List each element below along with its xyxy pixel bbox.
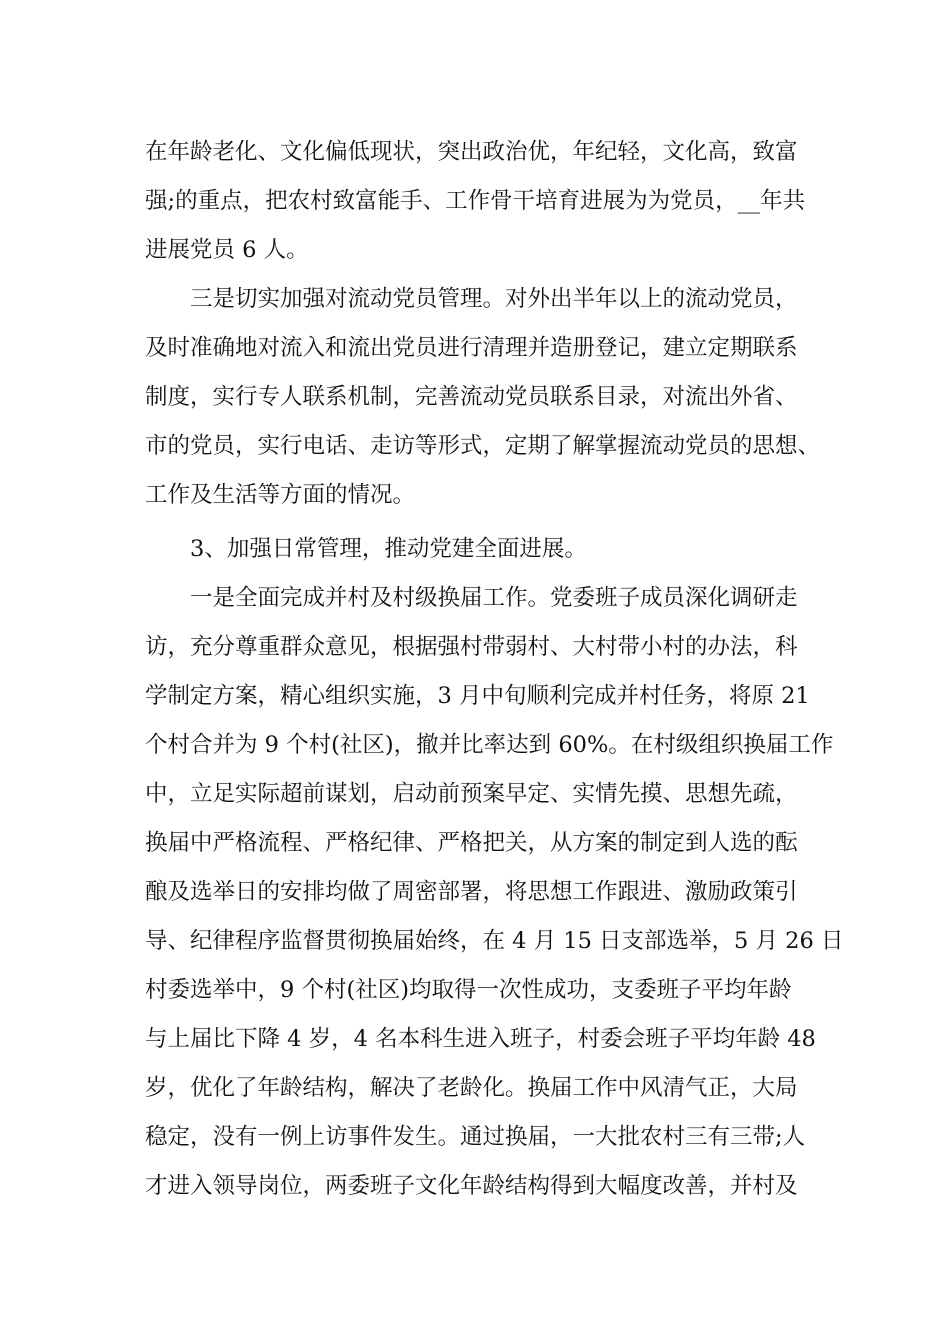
text-line: 岁，优化了年龄结构，解决了老龄化。换届工作中风清气正，大局 (145, 1075, 798, 1101)
text-line: 制度，实行专人联系机制，完善流动党员联系目录，对流出外省、 (145, 384, 798, 410)
text-line: 与上届比下降 4 岁，4 名本科生进入班子，村委会班子平均年龄 48 (145, 1026, 816, 1052)
text-line: 访，充分尊重群众意见，根据强村带弱村、大村带小村的办法，科 (145, 634, 798, 660)
text-line: 个村合并为 9 个村(社区)，撤并比率达到 60%。在村级组织换届工作 (145, 732, 834, 758)
paragraph-start-line: 一是全面完成并村及村级换届工作。党委班子成员深化调研走 (190, 585, 798, 611)
section-heading: 3、加强日常管理，推动党建全面进展。 (190, 536, 587, 562)
paragraph-start-line: 三是切实加强对流动党员管理。对外出半年以上的流动党员， (190, 286, 798, 312)
text-line: 稳定，没有一例上访事件发生。通过换届，一大批农村三有三带;人 (145, 1124, 806, 1150)
text-line: 酿及选举日的安排均做了周密部署，将思想工作跟进、激励政策引 (145, 879, 798, 905)
text-line: 工作及生活等方面的情况。 (145, 482, 416, 508)
text-line: 导、纪律程序监督贯彻换届始终，在 4 月 15 日支部选举，5 月 26 日 (145, 928, 844, 954)
text-line: 学制定方案，精心组织实施，3 月中旬顺利完成并村任务，将原 21 (145, 683, 810, 709)
text-line: 市的党员，实行电话、走访等形式，定期了解掌握流动党员的思想、 (145, 433, 821, 459)
text-line: 才进入领导岗位，两委班子文化年龄结构得到大幅度改善，并村及 (145, 1173, 798, 1199)
text-line: 进展党员 6 人。 (145, 237, 309, 263)
text-line: 村委选举中，9 个村(社区)均取得一次性成功，支委班子平均年龄 (145, 977, 792, 1003)
text-line: 在年龄老化、文化偏低现状，突出政治优，年纪轻，文化高，致富 (145, 139, 798, 165)
text-line: 换届中严格流程、严格纪律、严格把关，从方案的制定到人选的酝 (145, 830, 798, 856)
text-line: 中，立足实际超前谋划，启动前预案早定、实情先摸、思想先疏， (145, 781, 798, 807)
text-line: 及时准确地对流入和流出党员进行清理并造册登记，建立定期联系 (145, 335, 798, 361)
text-line: 强;的重点，把农村致富能手、工作骨干培育进展为为党员，__年共 (145, 188, 806, 214)
